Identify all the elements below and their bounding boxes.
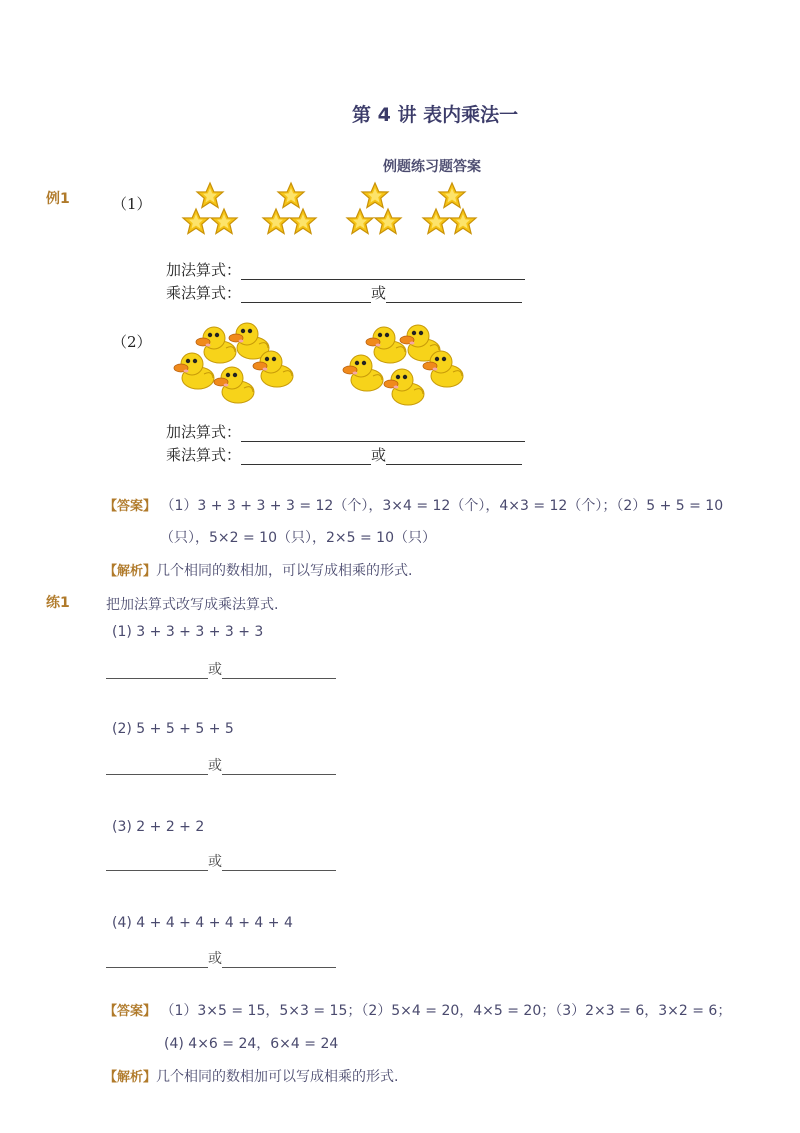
or-text: 或 xyxy=(208,854,222,870)
blank-1b[interactable] xyxy=(222,664,336,679)
add-expression-row-2 xyxy=(166,421,525,442)
add-blank-2[interactable] xyxy=(241,427,525,442)
or-text: 或 xyxy=(371,284,387,302)
analysis-label: 【解析】 xyxy=(104,564,157,579)
duck-groups-image xyxy=(170,320,470,420)
answer-label: 【答案】 xyxy=(104,1004,157,1019)
mul-expression-row-2 xyxy=(166,444,522,465)
practice-answer-line1 xyxy=(104,1000,731,1020)
add-label: 加法算式： xyxy=(166,423,242,441)
question-4: (4) 4 + 4 + 4 + 4 + 4 + 4 xyxy=(112,915,293,931)
question-2: (2) 5 + 5 + 5 + 5 xyxy=(112,721,234,737)
mul-blank-2b[interactable] xyxy=(386,450,522,465)
practice-answer-line2: (4) 4×6 = 24，6×4 = 24 xyxy=(164,1036,339,1052)
page-title: 第 4 讲 表内乘法一 xyxy=(352,104,519,126)
add-expression-row-1 xyxy=(166,259,525,280)
example-answer-line2: （只），5×2 = 10（只），2×5 = 10（只） xyxy=(160,530,436,546)
star-group-4 xyxy=(423,183,476,234)
example-analysis xyxy=(104,560,412,580)
star-group-1 xyxy=(183,183,237,234)
mul-expression-row-1 xyxy=(166,282,522,303)
duck-group-2 xyxy=(343,325,463,405)
example-tag: 例1 xyxy=(46,191,70,207)
add-blank-1[interactable] xyxy=(241,265,525,280)
example-answer-line1 xyxy=(104,495,723,515)
mul-label: 乘法算式： xyxy=(166,446,242,464)
analysis-text: 几个相同的数相加可以写成相乘的形式. xyxy=(156,1069,399,1085)
part2-label: （2） xyxy=(112,333,152,351)
practice-tag: 练1 xyxy=(46,595,70,611)
mul-blank-2a[interactable] xyxy=(241,450,371,465)
question-3: (3) 2 + 2 + 2 xyxy=(112,819,205,835)
blank-4b[interactable] xyxy=(222,953,336,968)
blank-2b[interactable] xyxy=(222,760,336,775)
answer-blanks-3 xyxy=(106,851,336,871)
or-text: 或 xyxy=(208,758,222,774)
mul-blank-1a[interactable] xyxy=(241,288,371,303)
practice-analysis xyxy=(104,1066,398,1086)
or-text: 或 xyxy=(208,662,222,678)
mul-blank-1b[interactable] xyxy=(386,288,522,303)
blank-4a[interactable] xyxy=(106,953,208,968)
star-groups-image xyxy=(176,176,486,246)
practice-instruction: 把加法算式改写成乘法算式. xyxy=(106,597,279,613)
duck-group-1 xyxy=(174,323,293,403)
answer-blanks-1 xyxy=(106,659,336,679)
analysis-label: 【解析】 xyxy=(104,1070,157,1085)
mul-label: 乘法算式： xyxy=(166,284,242,302)
star-group-3 xyxy=(347,183,401,234)
part1-label: （1） xyxy=(112,195,152,213)
answer-label: 【答案】 xyxy=(104,499,157,514)
or-text: 或 xyxy=(371,446,387,464)
answer-text: （1）3 + 3 + 3 + 3 = 12（个），3×4 = 12（个），4×3 = 12（个）；（2）5 + 5 = 10 xyxy=(160,498,724,514)
answer-blanks-4 xyxy=(106,948,336,968)
blank-3b[interactable] xyxy=(222,856,336,871)
blank-3a[interactable] xyxy=(106,856,208,871)
add-label: 加法算式： xyxy=(166,261,242,279)
page-subtitle: 例题练习题答案 xyxy=(383,159,481,175)
answer-blanks-2 xyxy=(106,755,336,775)
blank-2a[interactable] xyxy=(106,760,208,775)
or-text: 或 xyxy=(208,951,222,967)
blank-1a[interactable] xyxy=(106,664,208,679)
question-1: (1) 3 + 3 + 3 + 3 + 3 xyxy=(112,624,264,640)
analysis-text: 几个相同的数相加，可以写成相乘的形式. xyxy=(156,563,413,579)
star-group-2 xyxy=(263,183,316,234)
answer-text: （1）3×5 = 15，5×3 = 15；（2）5×4 = 20，4×5 = 20；（3）2×3 = 6，3×2 = 6； xyxy=(160,1003,732,1019)
